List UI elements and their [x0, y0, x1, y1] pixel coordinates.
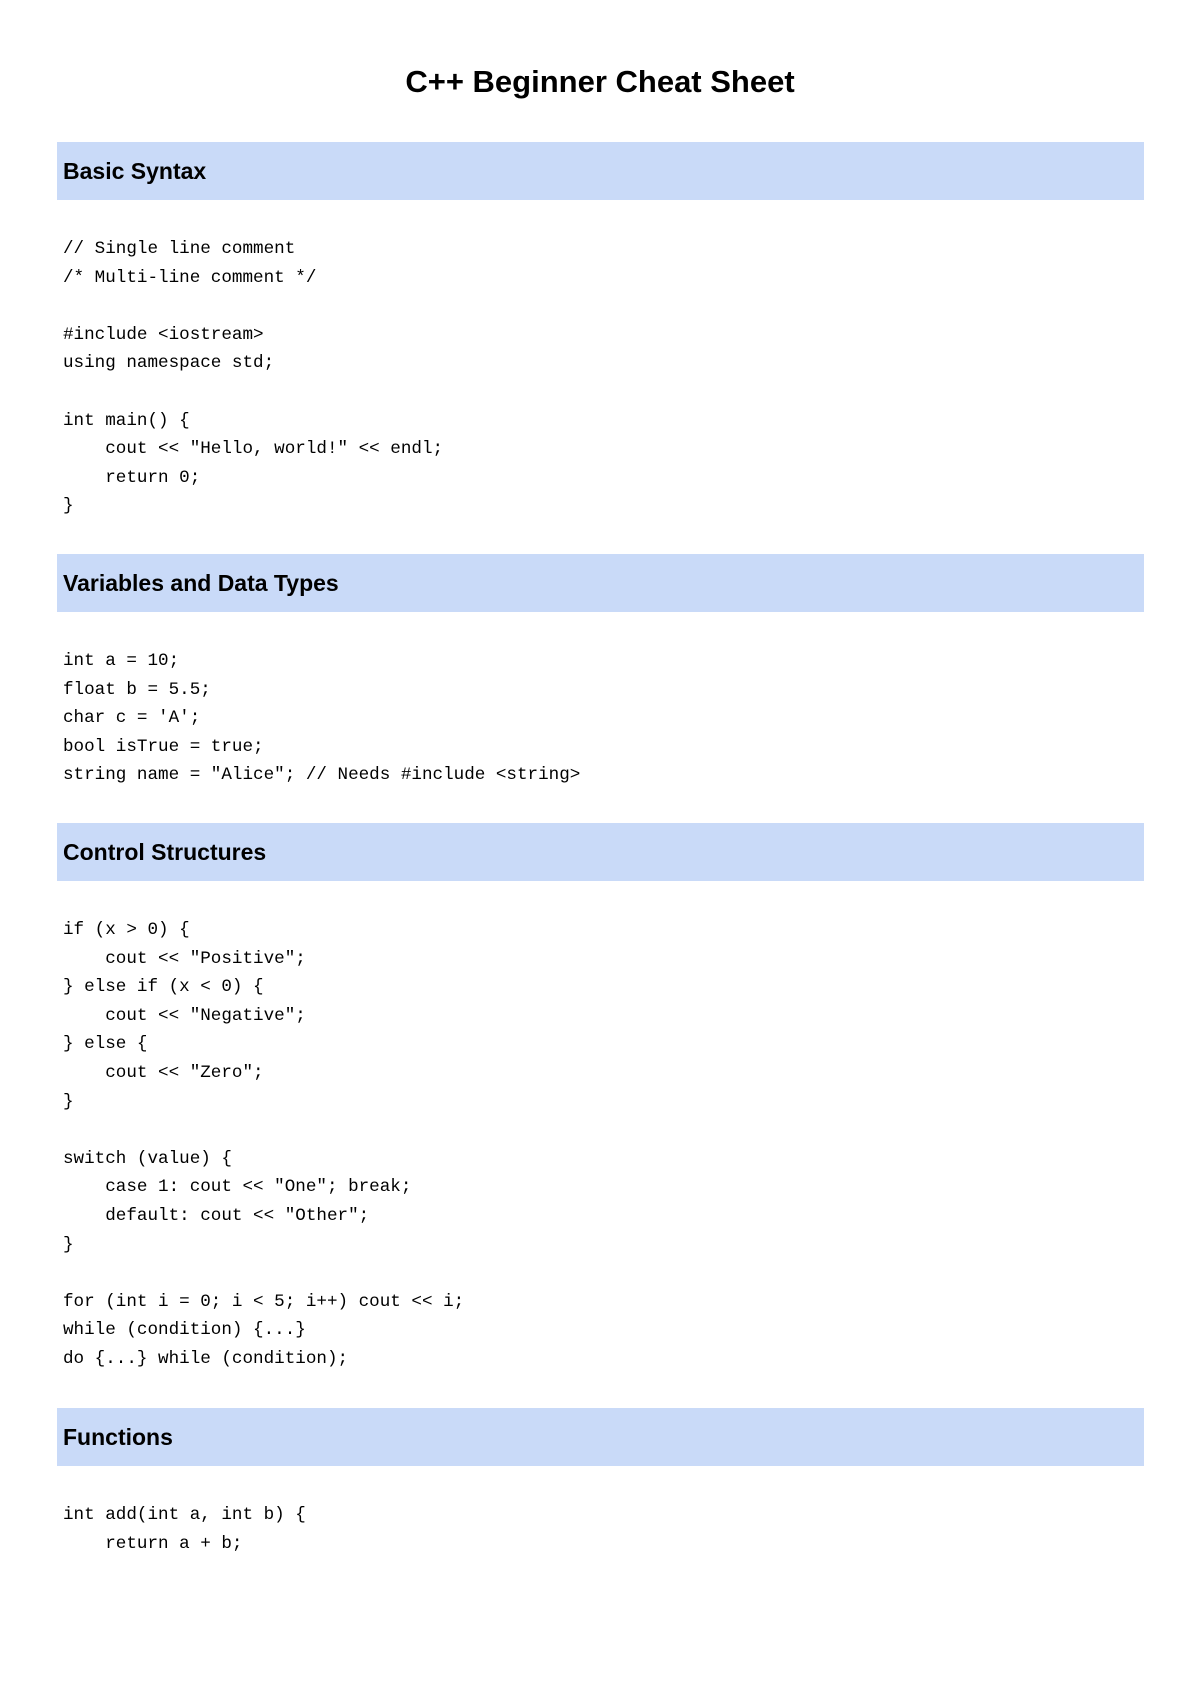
code-line: cout << "Negative";: [63, 1005, 306, 1026]
code-line: [63, 292, 1144, 321]
code-line: switch (value) {: [63, 1148, 232, 1169]
section-basic-syntax: [57, 142, 1144, 521]
section-functions: [57, 1408, 1144, 1558]
code-line: int add(int a, int b) {: [63, 1505, 306, 1525]
code-line: return a + b;: [63, 1533, 243, 1554]
code-line: cout << "Zero";: [63, 1062, 264, 1083]
code-line: cout << "Hello, world!" << endl;: [63, 439, 444, 460]
code-block: [57, 235, 1144, 521]
section-heading: Variables and Data Types: [57, 554, 1144, 612]
section-heading: Control Structures: [57, 823, 1144, 881]
code-block: [57, 647, 1144, 790]
code-line: using namespace std;: [63, 353, 275, 374]
code-line: // Single line comment: [63, 239, 296, 259]
page-title: C++ Beginner Cheat Sheet: [405, 64, 795, 99]
code-line: char c = 'A';: [63, 708, 201, 729]
code-line: for (int i = 0; i < 5; i++) cout << i;: [63, 1291, 465, 1312]
code-line: default: cout << "Other";: [63, 1205, 370, 1226]
code-line: } else if (x < 0) {: [63, 977, 264, 998]
code-line: }: [63, 1091, 74, 1112]
code-line: if (x > 0) {: [63, 920, 190, 940]
code-line: [63, 378, 1144, 407]
code-line: /* Multi-line comment */: [63, 267, 317, 288]
section-control-structures: [57, 823, 1144, 1374]
code-line: }: [63, 496, 74, 517]
code-line: string name = "Alice"; // Needs #include <string>: [63, 765, 581, 786]
code-line: case 1: cout << "One"; break;: [63, 1177, 412, 1198]
code-block: [57, 1501, 1144, 1558]
section-heading: Functions: [57, 1408, 1144, 1466]
code-line: }: [63, 1234, 74, 1255]
code-line: do {...} while (condition);: [63, 1348, 349, 1369]
code-line: int main() {: [63, 410, 190, 431]
code-line: cout << "Positive";: [63, 948, 306, 969]
code-line: #include <iostream>: [63, 324, 264, 345]
code-line: int a = 10;: [63, 651, 180, 671]
section-heading: Basic Syntax: [57, 142, 1144, 200]
code-line: [63, 1259, 1144, 1288]
code-line: } else {: [63, 1034, 148, 1055]
code-block: [57, 916, 1144, 1374]
code-line: while (condition) {...}: [63, 1320, 306, 1341]
code-line: return 0;: [63, 467, 201, 488]
code-line: bool isTrue = true;: [63, 736, 264, 757]
code-line: [63, 1116, 1144, 1145]
code-line: float b = 5.5;: [63, 679, 211, 700]
section-variables-data-types: [57, 554, 1144, 790]
